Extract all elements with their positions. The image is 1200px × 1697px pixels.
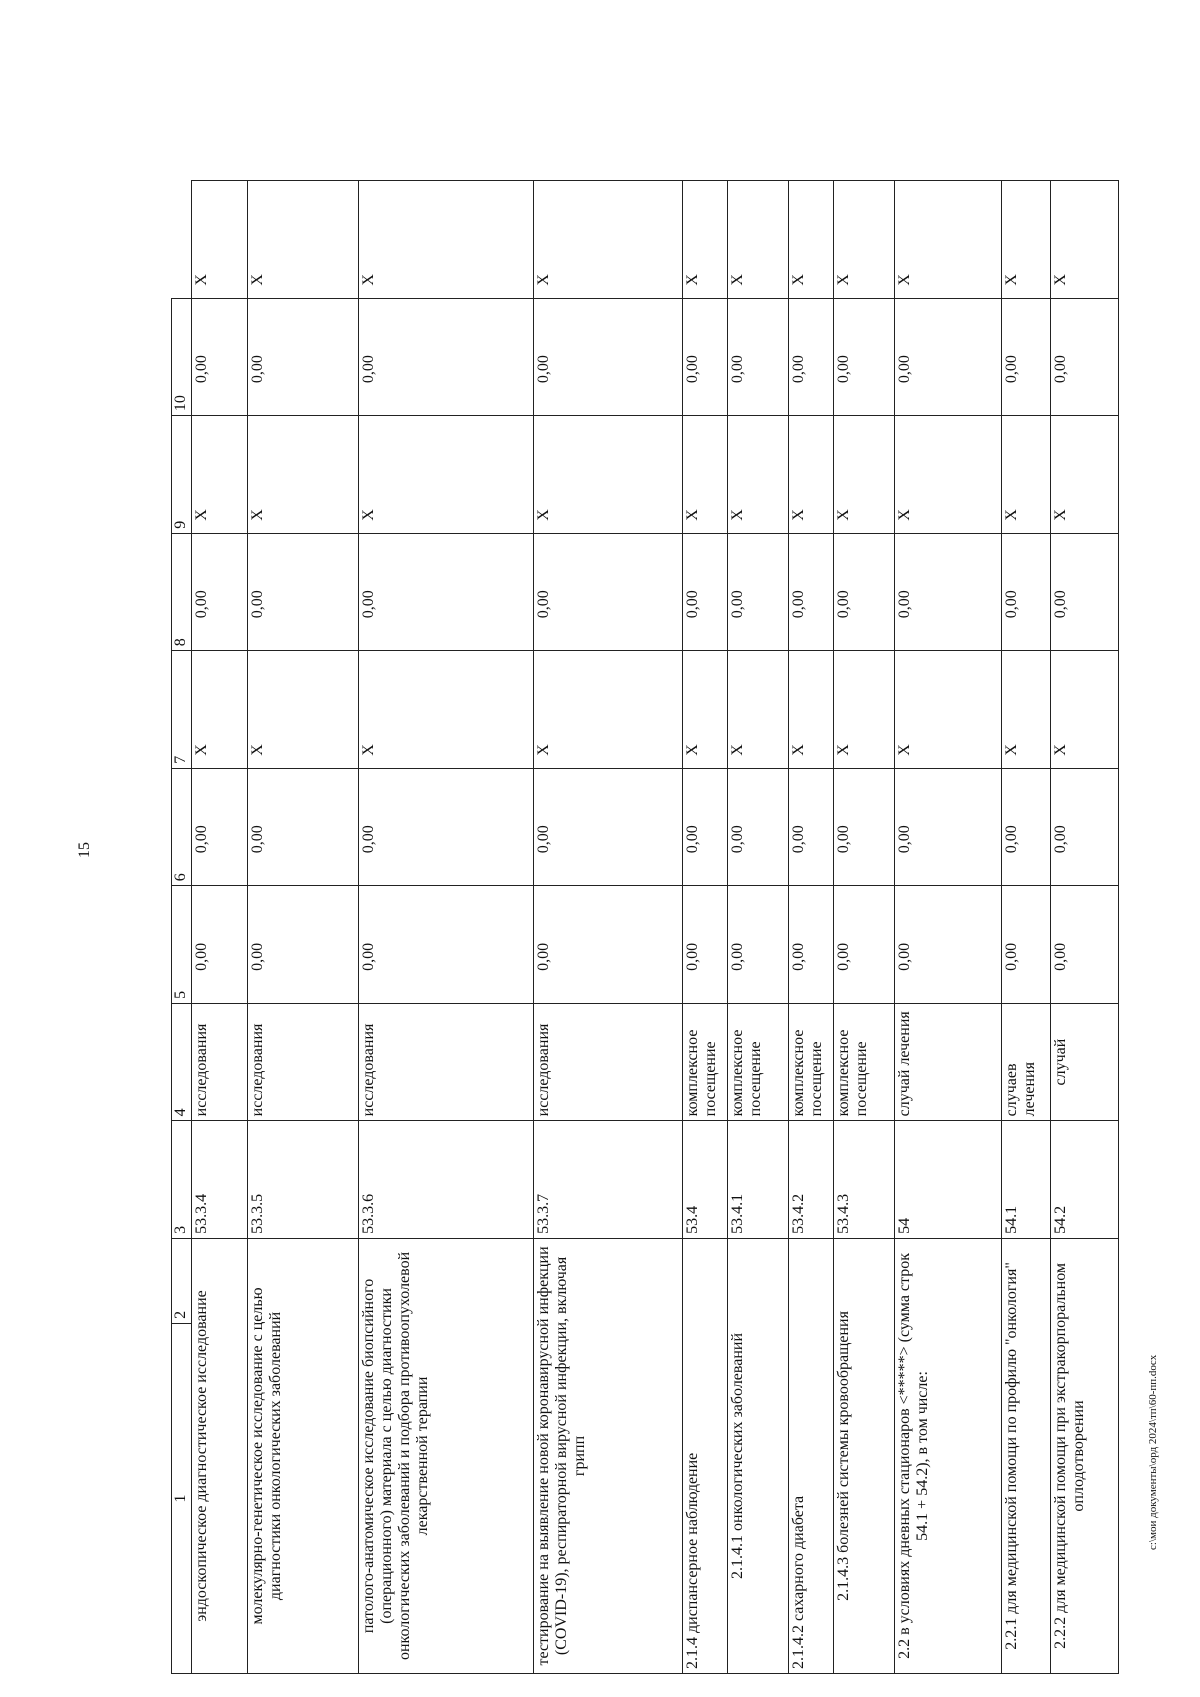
header-col-8: 8	[172, 533, 192, 651]
row-col9-cell: 0,00	[788, 298, 833, 416]
row-col8-cell: X	[533, 416, 682, 534]
row-col9-cell: 0,00	[1051, 298, 1119, 416]
row-code-cell: 54.1	[1002, 1121, 1051, 1239]
row-unit-cell: исследования	[192, 1003, 248, 1121]
table-row	[1051, 181, 1119, 1674]
row-col7-cell: 0,00	[728, 533, 789, 651]
row-code-cell: 53.4	[682, 1121, 727, 1239]
row-code-cell: 54	[895, 1121, 1002, 1239]
row-col6-cell: X	[895, 651, 1002, 769]
row-col9-cell: 0,00	[728, 298, 789, 416]
table-row	[834, 181, 895, 1674]
row-col7-cell: 0,00	[834, 533, 895, 651]
row-col5-cell: 0,00	[728, 768, 789, 886]
row-col4-cell: 0,00	[728, 886, 789, 1004]
page-number: 15	[76, 842, 93, 858]
row-col5-cell: 0,00	[1051, 768, 1119, 886]
row-col4-cell: 0,00	[895, 886, 1002, 1004]
row-col8-cell: X	[192, 416, 248, 534]
row-col4-cell: 0,00	[834, 886, 895, 1004]
row-col8-cell: X	[682, 416, 727, 534]
table-row	[1002, 181, 1051, 1674]
row-col9-cell: 0,00	[1002, 298, 1051, 416]
row-col10-cell: X	[192, 181, 248, 299]
row-name-cell: тестирование на выявление новой коронавирусной инфекции (COVID-19), респираторной вирусной инфекции, включая грипп	[533, 1238, 682, 1673]
table-row	[192, 181, 248, 1674]
row-col10-cell: X	[533, 181, 682, 299]
row-col7-cell: 0,00	[358, 533, 533, 651]
row-col9-cell: 0,00	[533, 298, 682, 416]
header-col-9: 9	[172, 416, 192, 534]
row-col4-cell: 0,00	[192, 886, 248, 1004]
row-name-cell: патолого-анатомическое исследование биопсийного (операционного) материала с целью диагностики онкологических заболеваний и подбора противоопухолевой лекарственной терапии	[358, 1238, 533, 1673]
row-col7-cell: 0,00	[788, 533, 833, 651]
row-col5-cell: 0,00	[895, 768, 1002, 886]
table-row	[247, 181, 358, 1674]
row-name-cell: 2.1.4.3 болезней системы кровообращения	[834, 1238, 895, 1673]
row-col8-cell: X	[1002, 416, 1051, 534]
row-col5-cell: 0,00	[247, 768, 358, 886]
row-col5-cell: 0,00	[358, 768, 533, 886]
table-row	[533, 181, 682, 1674]
row-col10-cell: X	[895, 181, 1002, 299]
row-code-cell: 53.3.5	[247, 1121, 358, 1239]
row-col10-cell: X	[358, 181, 533, 299]
row-col7-cell: 0,00	[247, 533, 358, 651]
header-col-3: 3	[172, 1121, 192, 1239]
table-header-row	[172, 181, 192, 1674]
row-code-cell: 54.2	[1051, 1121, 1119, 1239]
row-col10-cell: X	[788, 181, 833, 299]
row-col9-cell: 0,00	[358, 298, 533, 416]
row-col4-cell: 0,00	[788, 886, 833, 1004]
row-col10-cell: X	[1002, 181, 1051, 299]
row-col8-cell: X	[728, 416, 789, 534]
row-col6-cell: X	[1051, 651, 1119, 769]
table-row	[728, 181, 789, 1674]
row-col8-cell: X	[247, 416, 358, 534]
row-unit-cell: случай	[1051, 1003, 1119, 1121]
row-col10-cell: X	[1051, 181, 1119, 299]
row-code-cell: 53.4.1	[728, 1121, 789, 1239]
row-name-cell: 2.1.4.2 сахарного диабета	[788, 1238, 833, 1673]
row-col10-cell: X	[682, 181, 727, 299]
row-unit-cell: исследования	[358, 1003, 533, 1121]
row-col8-cell: X	[895, 416, 1002, 534]
row-col6-cell: X	[788, 651, 833, 769]
row-col5-cell: 0,00	[192, 768, 248, 886]
data-table	[171, 180, 1119, 1674]
row-col6-cell: X	[728, 651, 789, 769]
row-col6-cell: X	[834, 651, 895, 769]
row-code-cell: 53.3.6	[358, 1121, 533, 1239]
row-col5-cell: 0,00	[682, 768, 727, 886]
row-code-cell: 53.3.4	[192, 1121, 248, 1239]
row-col10-cell: X	[834, 181, 895, 299]
row-unit-cell: комплексное посещение	[834, 1003, 895, 1121]
row-col6-cell: X	[192, 651, 248, 769]
row-col5-cell: 0,00	[533, 768, 682, 886]
row-col5-cell: 0,00	[788, 768, 833, 886]
row-col5-cell: 0,00	[834, 768, 895, 886]
row-col8-cell: X	[834, 416, 895, 534]
row-name-cell: молекулярно-генетическое исследование с целью диагностики онкологических заболеваний	[247, 1238, 358, 1673]
row-col8-cell: X	[358, 416, 533, 534]
footer-file-path-text: c:\мои документы\орд 2024\тп\60-пп.docx	[1147, 1354, 1159, 1550]
row-unit-cell: комплексное посещение	[788, 1003, 833, 1121]
header-col-6: 6	[172, 768, 192, 886]
row-unit-cell: комплексное посещение	[682, 1003, 727, 1121]
row-col7-cell: 0,00	[895, 533, 1002, 651]
row-unit-cell: комплексное посещение	[728, 1003, 789, 1121]
header-col-7: 7	[172, 651, 192, 769]
row-code-cell: 53.4.3	[834, 1121, 895, 1239]
row-col10-cell: X	[247, 181, 358, 299]
row-unit-cell: случаев лечения	[1002, 1003, 1051, 1121]
row-col10-cell: X	[728, 181, 789, 299]
row-col7-cell: 0,00	[682, 533, 727, 651]
row-name-cell: эндоскопическое диагностическое исследование	[192, 1238, 248, 1673]
row-col6-cell: X	[533, 651, 682, 769]
row-name-cell: 2.2 в условиях дневных стационаров <*****> (сумма строк 54.1 + 54.2), в том числе:	[895, 1238, 1002, 1673]
row-name-cell: 2.2.2 для медицинской помощи при экстракорпоральном оплодотворении	[1051, 1238, 1119, 1673]
row-col4-cell: 0,00	[1002, 886, 1051, 1004]
row-code-cell: 53.3.7	[533, 1121, 682, 1239]
row-col9-cell: 0,00	[682, 298, 727, 416]
row-col8-cell: X	[1051, 416, 1119, 534]
row-name-cell: 2.1.4.1 онкологических заболеваний	[728, 1238, 789, 1673]
row-col4-cell: 0,00	[358, 886, 533, 1004]
header-col-5: 5	[172, 886, 192, 1004]
row-col8-cell: X	[788, 416, 833, 534]
row-col6-cell: X	[358, 651, 533, 769]
header-col-2: 2	[172, 1238, 192, 1323]
row-name-cell: 2.2.1 для медицинской помощи по профилю "онкология"	[1002, 1238, 1051, 1673]
row-col4-cell: 0,00	[533, 886, 682, 1004]
row-col4-cell: 0,00	[1051, 886, 1119, 1004]
header-col-10: 10	[172, 298, 192, 416]
table-row	[682, 181, 727, 1674]
row-col6-cell: X	[247, 651, 358, 769]
table-row	[895, 181, 1002, 1674]
row-col7-cell: 0,00	[192, 533, 248, 651]
rotated-table-container	[171, 180, 1119, 1674]
row-col4-cell: 0,00	[247, 886, 358, 1004]
row-col6-cell: X	[1002, 651, 1051, 769]
table-row	[358, 181, 533, 1674]
row-col9-cell: 0,00	[895, 298, 1002, 416]
row-name-cell: 2.1.4 диспансерное наблюдение	[682, 1238, 727, 1673]
row-col5-cell: 0,00	[1002, 768, 1051, 886]
row-col9-cell: 0,00	[834, 298, 895, 416]
row-col7-cell: 0,00	[1002, 533, 1051, 651]
row-col9-cell: 0,00	[247, 298, 358, 416]
row-col7-cell: 0,00	[533, 533, 682, 651]
row-unit-cell: случай лечения	[895, 1003, 1002, 1121]
header-col-1: 1	[172, 1323, 192, 1673]
row-col9-cell: 0,00	[192, 298, 248, 416]
row-unit-cell: исследования	[533, 1003, 682, 1121]
table-row	[788, 181, 833, 1674]
row-code-cell: 53.4.2	[788, 1121, 833, 1239]
row-col6-cell: X	[682, 651, 727, 769]
row-unit-cell: исследования	[247, 1003, 358, 1121]
header-col-4: 4	[172, 1003, 192, 1121]
row-col7-cell: 0,00	[1051, 533, 1119, 651]
row-col4-cell: 0,00	[682, 886, 727, 1004]
